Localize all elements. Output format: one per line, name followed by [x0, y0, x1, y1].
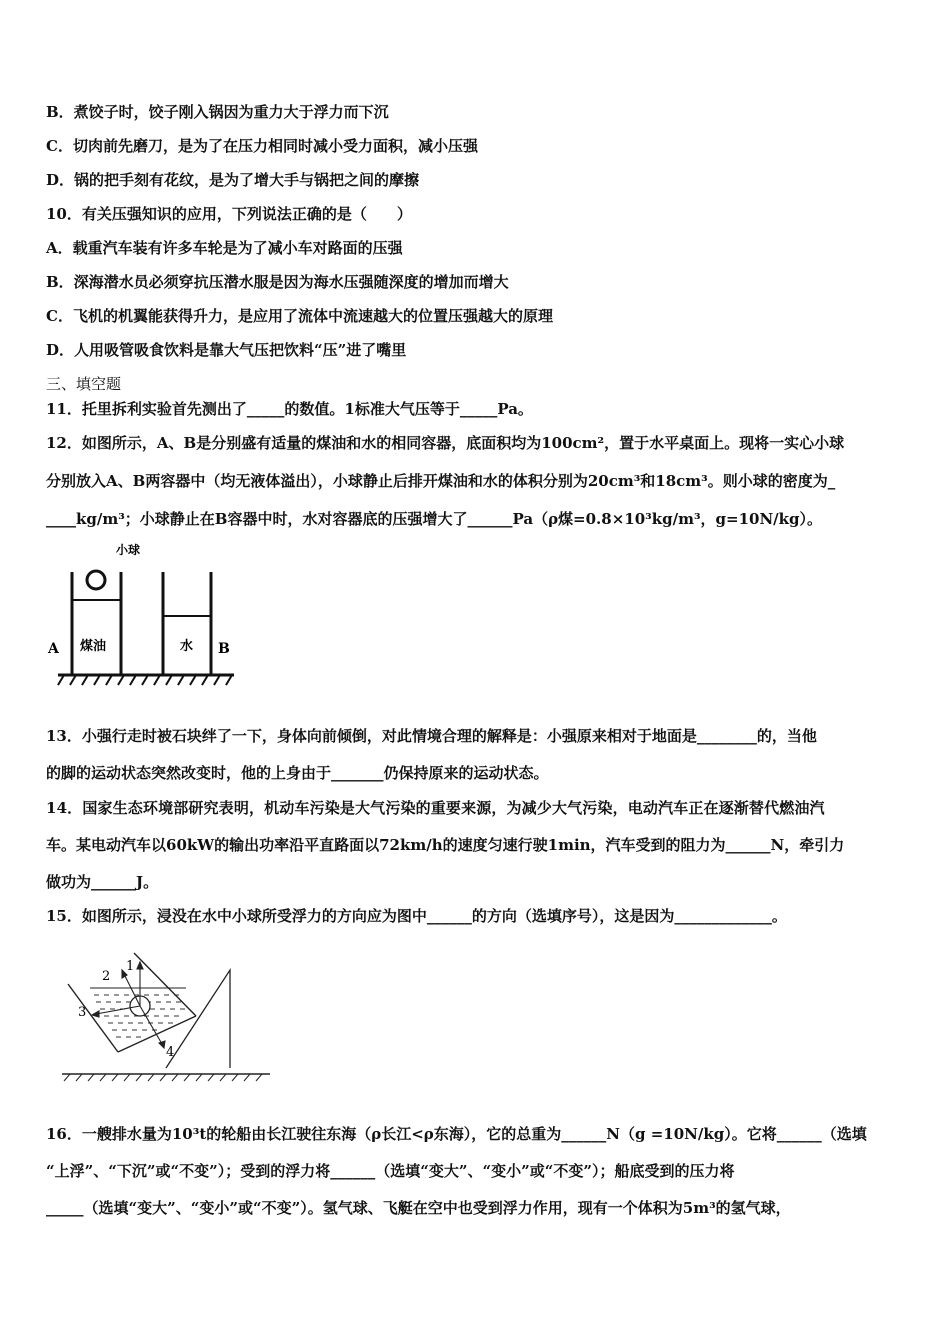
q9-option-b: B．煮饺子时，饺子刚入锅因为重力大于浮力而下沉	[46, 103, 389, 121]
arrow-label-4: 4	[166, 1045, 175, 1060]
q10-option-d: D．人用吸管吸食饮料是靠大气压把饮料“压”进了嘴里	[46, 341, 407, 359]
arrow-label-1: 1	[126, 959, 135, 974]
q13-text-line2: 的脚的运动状态突然改变时，他的上身由于_______仍保持原来的运动状态。	[46, 764, 549, 782]
ball-label: 小球	[116, 543, 141, 557]
q12-text-line1: 12．如图所示，A、B是分别盛有适量的煤油和水的相同容器，底面积均为100cm²，置于水平桌面上。现将一实心小球	[46, 434, 845, 452]
q12-text-line2: 分别放入A、B两容器中（均无液体溢出），小球静止后排开煤油和水的体积分别为20cm³和18cm³。则小球的密度为_	[46, 472, 836, 490]
q14-text-line3: 做功为______J。	[46, 873, 159, 891]
q14-text-line1: 14．国家生态环境部研究表明，机动车污染是大气污染的重要来源，为减少大气污染，电动汽车正在逐渐替代燃油汽	[46, 799, 825, 817]
container-b	[163, 572, 211, 674]
q12-text-line3: ____kg/m³；小球静止在B容器中时，水对容器底的压强增大了______Pa（ρ煤=0.8×10³kg/m³，g=10N/kg）。	[46, 510, 823, 528]
q10-option-b: B．深海潜水员必须穿抗压潜水服是因为海水压强随深度的增加而增大	[46, 273, 509, 291]
q11-text: 11．托里拆利实验首先测出了_____的数值。1标准大气压等于_____Pa。	[46, 400, 533, 418]
containers-figure	[44, 538, 244, 688]
q10-option-a: A．载重汽车装有许多车轮是为了减小车对路面的压强	[46, 239, 403, 257]
q16-text-line2: “上浮”、“下沉”或“不变”）；受到的浮力将______（选填“变大”、“变小”或“不变”）；船底受到的压力将	[46, 1162, 735, 1180]
incline	[166, 970, 230, 1068]
liquid-b-label: 水	[180, 639, 194, 654]
container-a	[72, 572, 121, 674]
q16-text-line1: 16．一艘排水量为10³t的轮船由长江驶往东海（ρ长江<ρ东海），它的总重为______N（g =10N/kg）。它将______（选填	[46, 1125, 867, 1143]
q13-text-line1: 13．小强行走时被石块绊了一下，身体向前倾倒，对此情境合理的解释是：小强原来相对于地面是________的，当他	[46, 727, 817, 745]
buoyancy-figure	[58, 948, 278, 1083]
label-a: A	[48, 641, 59, 657]
q10-stem: 10．有关压强知识的应用，下列说法正确的是（ ）	[46, 205, 412, 223]
q9-option-d: D．锅的把手刻有花纹，是为了增大手与锅把之间的摩擦	[46, 171, 420, 189]
label-b: B	[218, 641, 230, 657]
q9-option-c: C．切肉前先磨刀，是为了在压力相同时减小受力面积，减小压强	[46, 137, 478, 155]
section-heading-fill-in: 三、填空题	[46, 375, 122, 393]
q15-text: 15．如图所示，浸没在水中小球所受浮力的方向应为图中______的方向（选填序号），这是因为_____________。	[46, 907, 787, 925]
liquid-a-label: 煤油	[80, 639, 107, 654]
table-surface	[58, 675, 234, 685]
arrow-label-3: 3	[78, 1005, 87, 1020]
ball-in-container-a	[87, 571, 105, 589]
ground	[62, 1074, 270, 1081]
arrow-label-2: 2	[102, 969, 111, 984]
q10-option-c: C．飞机的机翼能获得升力，是应用了流体中流速越大的位置压强越大的原理	[46, 307, 553, 325]
q16-text-line3: _____（选填“变大”、“变小”或“不变”）。氢气球、飞艇在空中也受到浮力作用，现有一个体积为5m³的氢气球，	[46, 1199, 791, 1217]
q14-text-line2: 车。某电动汽车以60kW的输出功率沿平直路面以72km/h的速度匀速行驶1min，汽车受到的阻力为______N，牵引力	[46, 836, 845, 854]
